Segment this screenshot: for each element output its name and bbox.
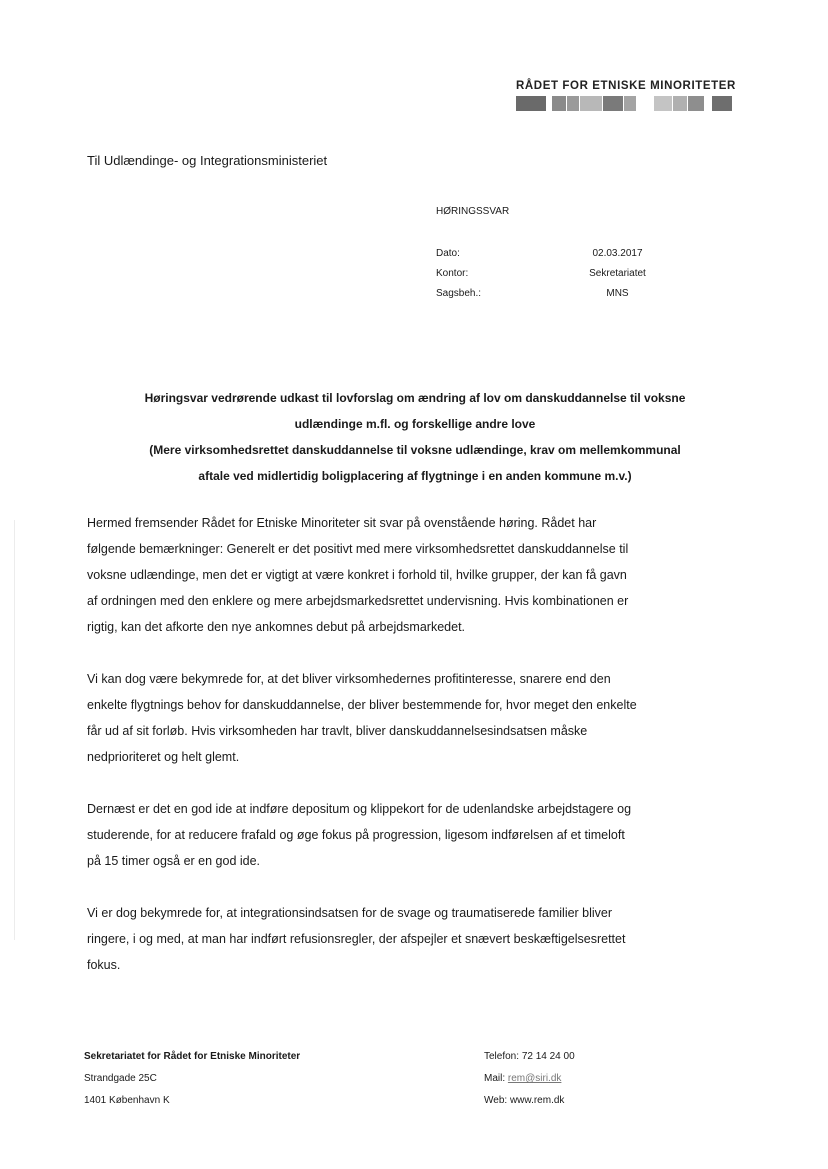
paragraph-line: Hermed fremsender Rådet for Etniske Minoriteter sit svar på ovenstående høring. Rådet har (87, 516, 597, 530)
logo-color-bars (516, 96, 732, 111)
organization-logo (516, 80, 736, 111)
body-paragraph-2 (87, 666, 747, 770)
paragraph-line: på 15 timer også er en god ide. (87, 854, 261, 868)
office-label: Kontor: (436, 268, 469, 279)
logo-bar (624, 96, 636, 111)
recipient: Til Udlændinge- og Integrationsministeriet (87, 153, 328, 168)
case-handler-label: Sagsbeh.: (436, 288, 482, 299)
title-line: Høringsvar vedrørende udkast til lovforslag om ændring af lov om danskuddannelse til voksne (144, 391, 686, 405)
paragraph-line: nedprioriteret og helt glemt. (87, 750, 240, 764)
title-line: (Mere virksomhedsrettet danskuddannelse til voksne udlændinge, krav om mellemkommunal (149, 443, 681, 457)
body-paragraph-1 (87, 510, 747, 640)
web-label: Web: (484, 1095, 508, 1106)
paragraph-line: Vi er dog bekymrede for, at integrationsindsatsen for de svage og traumatiserede familier bliver (87, 906, 613, 920)
date-label: Dato: (436, 248, 460, 259)
document-title (60, 385, 770, 489)
paragraph-line: Vi kan dog være bekymrede for, at det bliver virksomhedernes profitinteresse, snarere end den (87, 672, 611, 686)
body-paragraph-3 (87, 796, 747, 874)
logo-bar (567, 96, 579, 111)
office-value: Sekretariatet (589, 268, 646, 279)
footer-mail (484, 1068, 575, 1090)
logo-text: RÅDET FOR ETNISKE MINORITETER (516, 80, 736, 92)
footer-postal-city: 1401 København K (84, 1095, 170, 1106)
paragraph-line: rigtig, kan det afkorte den nye ankomnes debut på arbejdsmarkedet. (87, 620, 466, 634)
logo-bar (654, 96, 672, 111)
case-handler-value: MNS (606, 288, 629, 299)
paragraph-line: enkelte flygtnings behov for danskuddannelse, der bliver bestemmende for, hvor meget den enkelte (87, 698, 637, 712)
footer-street: Strandgade 25C (84, 1073, 157, 1084)
logo-bar (688, 96, 704, 111)
logo-bar (552, 96, 566, 111)
footer-address (84, 1046, 300, 1112)
paragraph-line: studerende, for at reducere frafald og øge fokus på progression, ligesom indførelsen af et timeloft (87, 828, 625, 842)
footer-phone (484, 1046, 575, 1068)
logo-bar (673, 96, 687, 111)
web-link[interactable]: www.rem.dk (509, 1095, 565, 1106)
mail-label: Mail: (484, 1073, 506, 1084)
logo-bar (580, 96, 602, 111)
paragraph-line: fokus. (87, 958, 121, 972)
body-paragraph-4 (87, 900, 747, 978)
document-type: HØRINGSSVAR (436, 206, 510, 217)
paragraph-line: følgende bemærkninger: Generelt er det positivt med mere virksomhedsrettet danskuddannelse til (87, 542, 629, 556)
phone-label: Telefon: (484, 1051, 520, 1062)
scan-margin-mark (14, 520, 15, 940)
logo-bar (603, 96, 623, 111)
date-value: 02.03.2017 (592, 248, 643, 259)
logo-bar (637, 96, 653, 111)
paragraph-line: får ud af sit forløb. Hvis virksomheden har travlt, bliver danskuddannelsesindsatsen måske (87, 724, 588, 738)
paragraph-line: Dernæst er det en god ide at indføre depositum og klippekort for de udenlandske arbejdstagere og (87, 802, 632, 816)
footer-organization: Sekretariatet for Rådet for Etniske Minoriteter (84, 1051, 301, 1062)
footer-web (484, 1090, 575, 1112)
logo-bar (712, 96, 732, 111)
logo-bar (705, 96, 711, 111)
title-line: udlændinge m.fl. og forskellige andre love (294, 417, 536, 431)
paragraph-line: ringere, i og med, at man har indført refusionsregler, der afspejler et snævert beskæftigelsesrettet (87, 932, 626, 946)
footer-contact (484, 1046, 575, 1112)
logo-bar (547, 96, 551, 111)
logo-bar (516, 96, 546, 111)
title-line: aftale ved midlertidig boligplacering af flygtninge i en anden kommune m.v.) (198, 469, 632, 483)
phone-value: 72 14 24 00 (521, 1051, 575, 1062)
paragraph-line: voksne udlændinge, men det er vigtigt at være konkret i forhold til, hvilke grupper, der kan få gavn (87, 568, 627, 582)
mail-link[interactable]: rem@siri.dk (507, 1073, 562, 1084)
paragraph-line: af ordningen med den enklere og mere arbejdsmarkedsrettet undervisning. Hvis kombinationen er (87, 594, 629, 608)
